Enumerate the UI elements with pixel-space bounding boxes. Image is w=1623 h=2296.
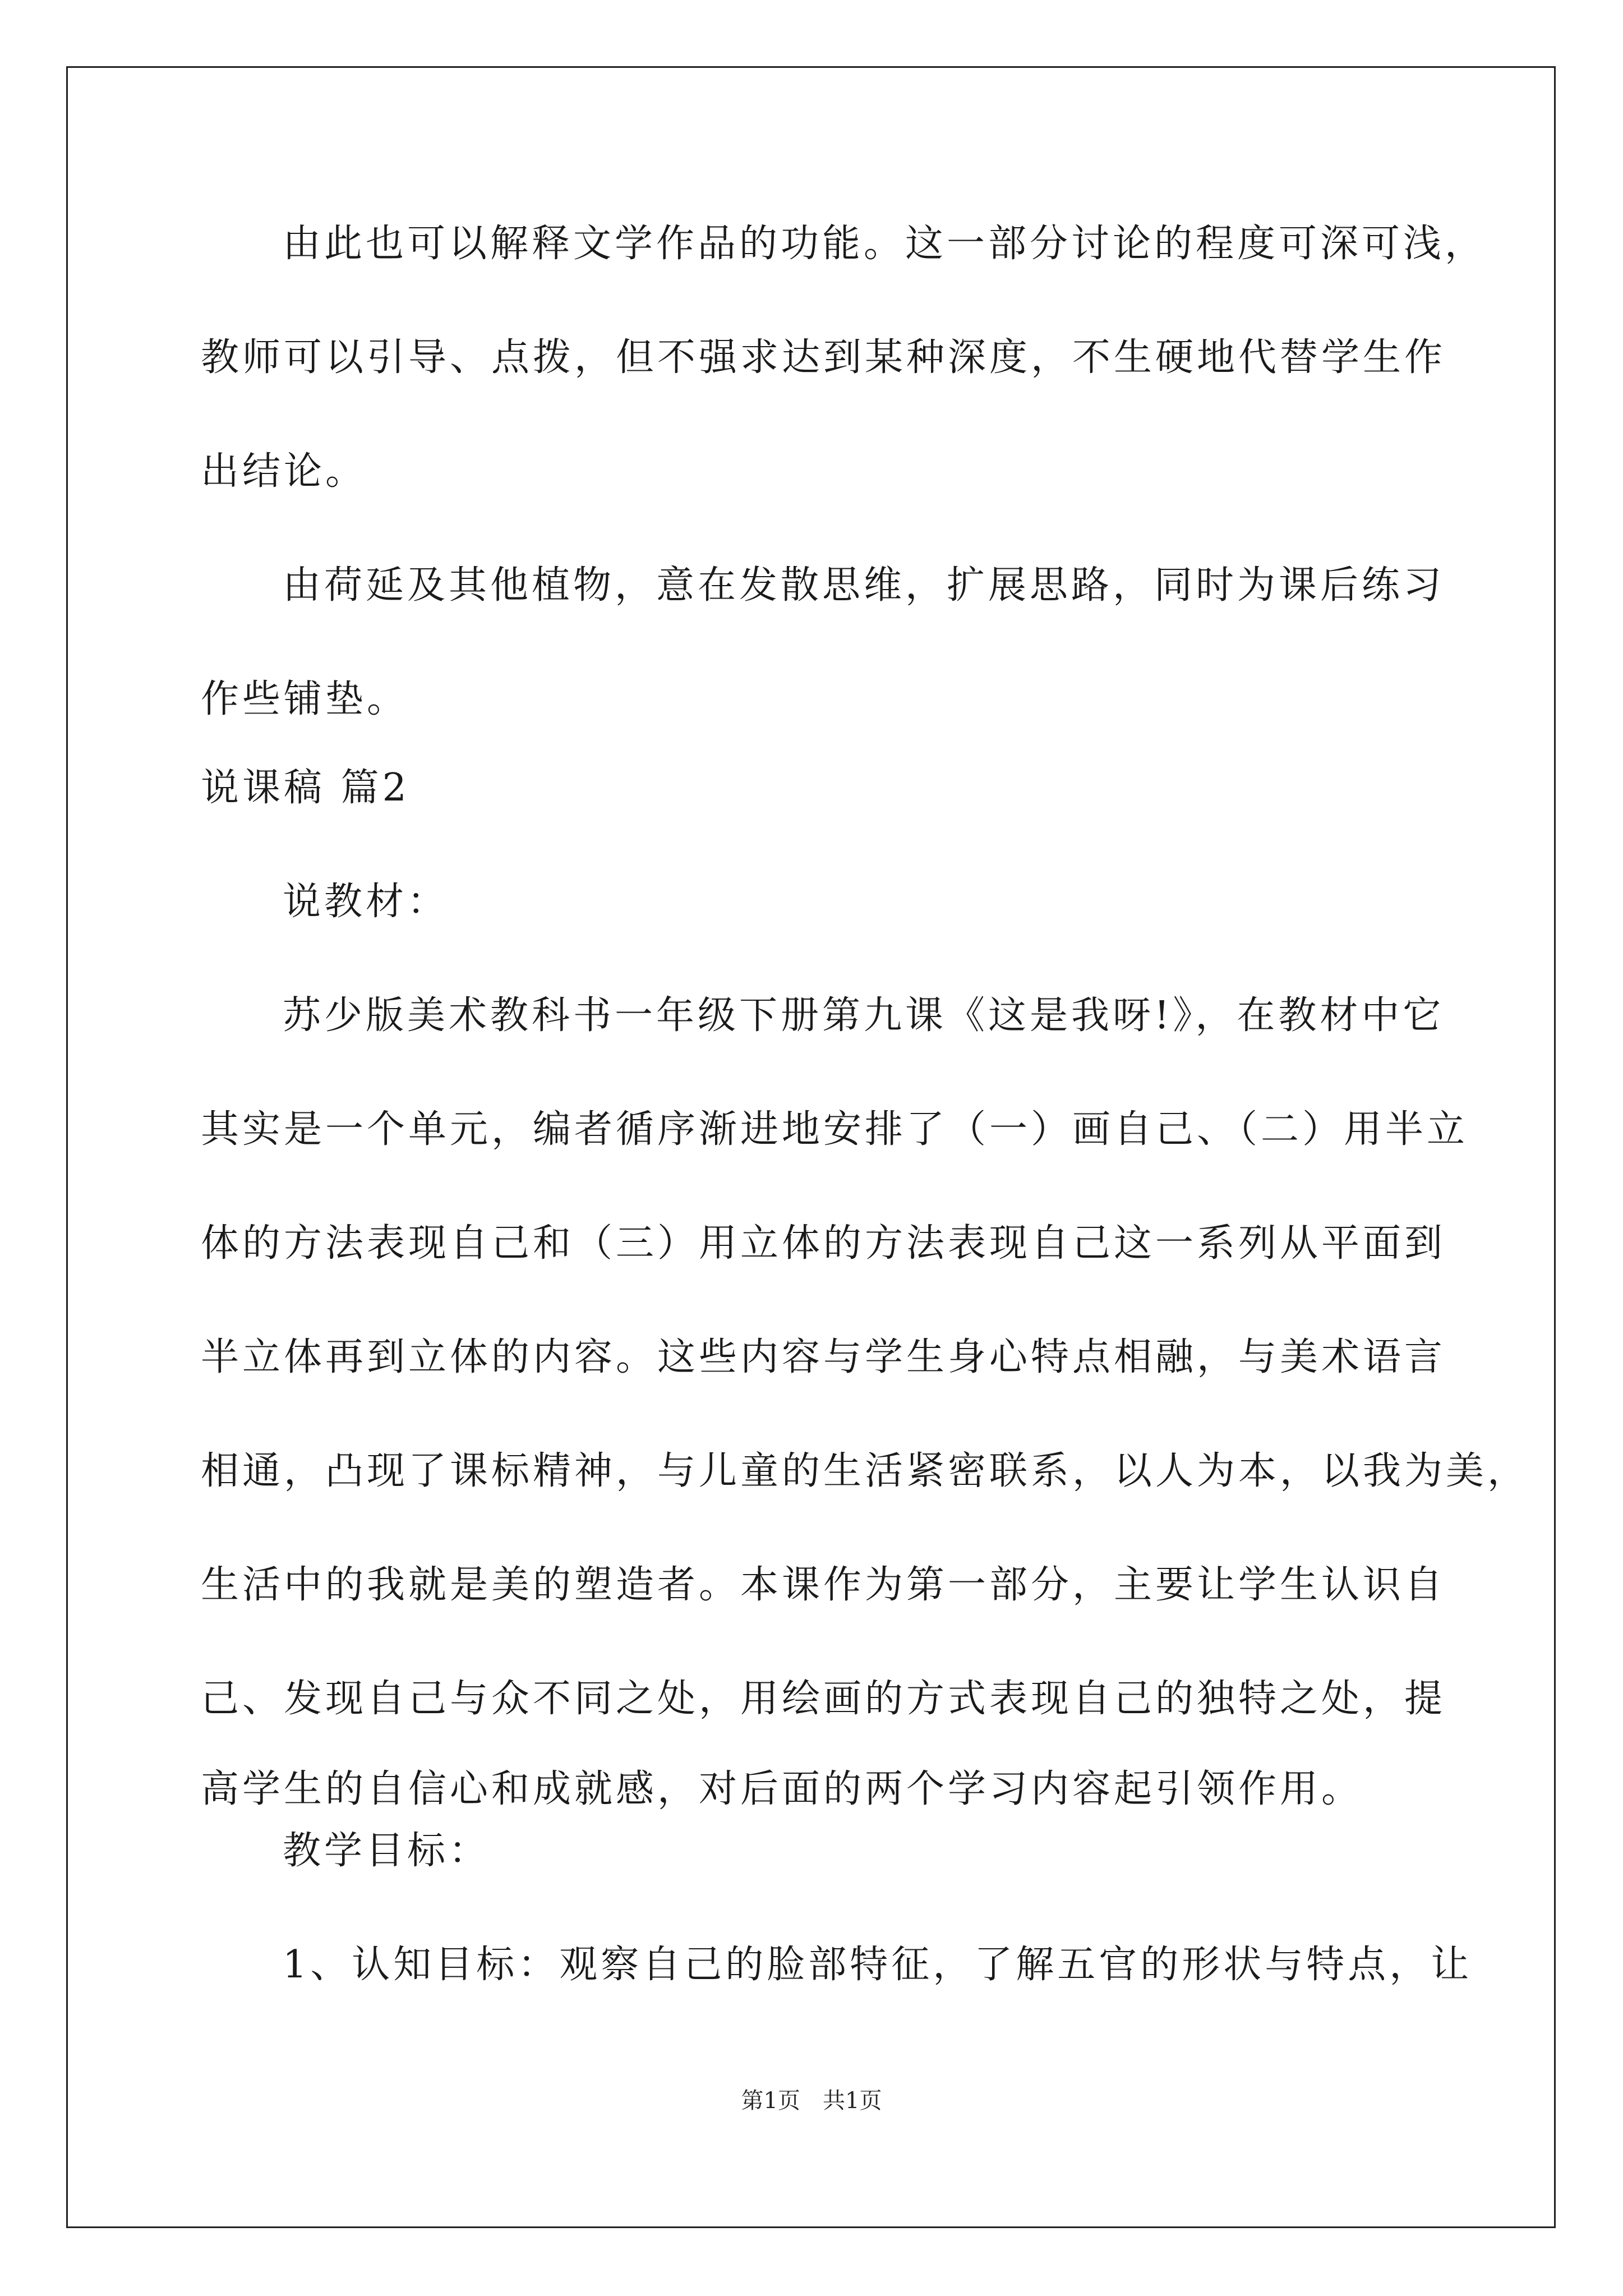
paragraph-line: 教学目标： xyxy=(283,1829,491,1873)
paragraph-line: 高学生的自信心和成就感，对后面的两个学习内容起引领作用。 xyxy=(201,1767,1363,1811)
paragraph-line: 由荷延及其他植物，意在发散思维，扩展思路，同时为课后练习 xyxy=(283,563,1445,608)
paragraph-line: 作些铺垫。 xyxy=(201,677,409,721)
paragraph-line: 己、发现自己与众不同之处，用绘画的方式表现自己的独特之处，提 xyxy=(201,1677,1446,1721)
paragraph-line: 相通，凸现了课标精神，与儿童的生活紧密联系，以人为本，以我为美， xyxy=(201,1449,1529,1493)
paragraph-line: 苏少版美术教科书一年级下册第九课《这是我呀!》，在教材中它 xyxy=(283,993,1445,1038)
paragraph-line: 半立体再到立体的内容。这些内容与学生身心特点相融，与美术语言 xyxy=(201,1335,1446,1379)
paragraph-line: 出结论。 xyxy=(201,449,367,494)
section-heading: 说课稿 篇2 xyxy=(201,766,410,810)
paragraph-line: 生活中的我就是美的塑造者。本课作为第一部分，主要让学生认识自 xyxy=(201,1563,1446,1607)
paragraph-line: 由此也可以解释文学作品的功能。这一部分讨论的程度可深可浅， xyxy=(283,222,1487,266)
paragraph-line: 其实是一个单元，编者循序渐进地安排了（一）画自己、（二）用半立 xyxy=(201,1107,1469,1152)
page-number-footer: 第1页 共1页 xyxy=(741,2088,882,2114)
paragraph-line: 说教材： xyxy=(283,880,449,924)
paragraph-line: 体的方法表现自己和（三）用立体的方法表现自己这一系列从平面到 xyxy=(201,1221,1446,1266)
paragraph-line: 教师可以引导、点拨，但不强求达到某种深度，不生硬地代替学生作 xyxy=(201,335,1446,380)
paragraph-line: 1、认知目标：观察自己的脸部特征，了解五官的形状与特点，让 xyxy=(283,1943,1473,1987)
